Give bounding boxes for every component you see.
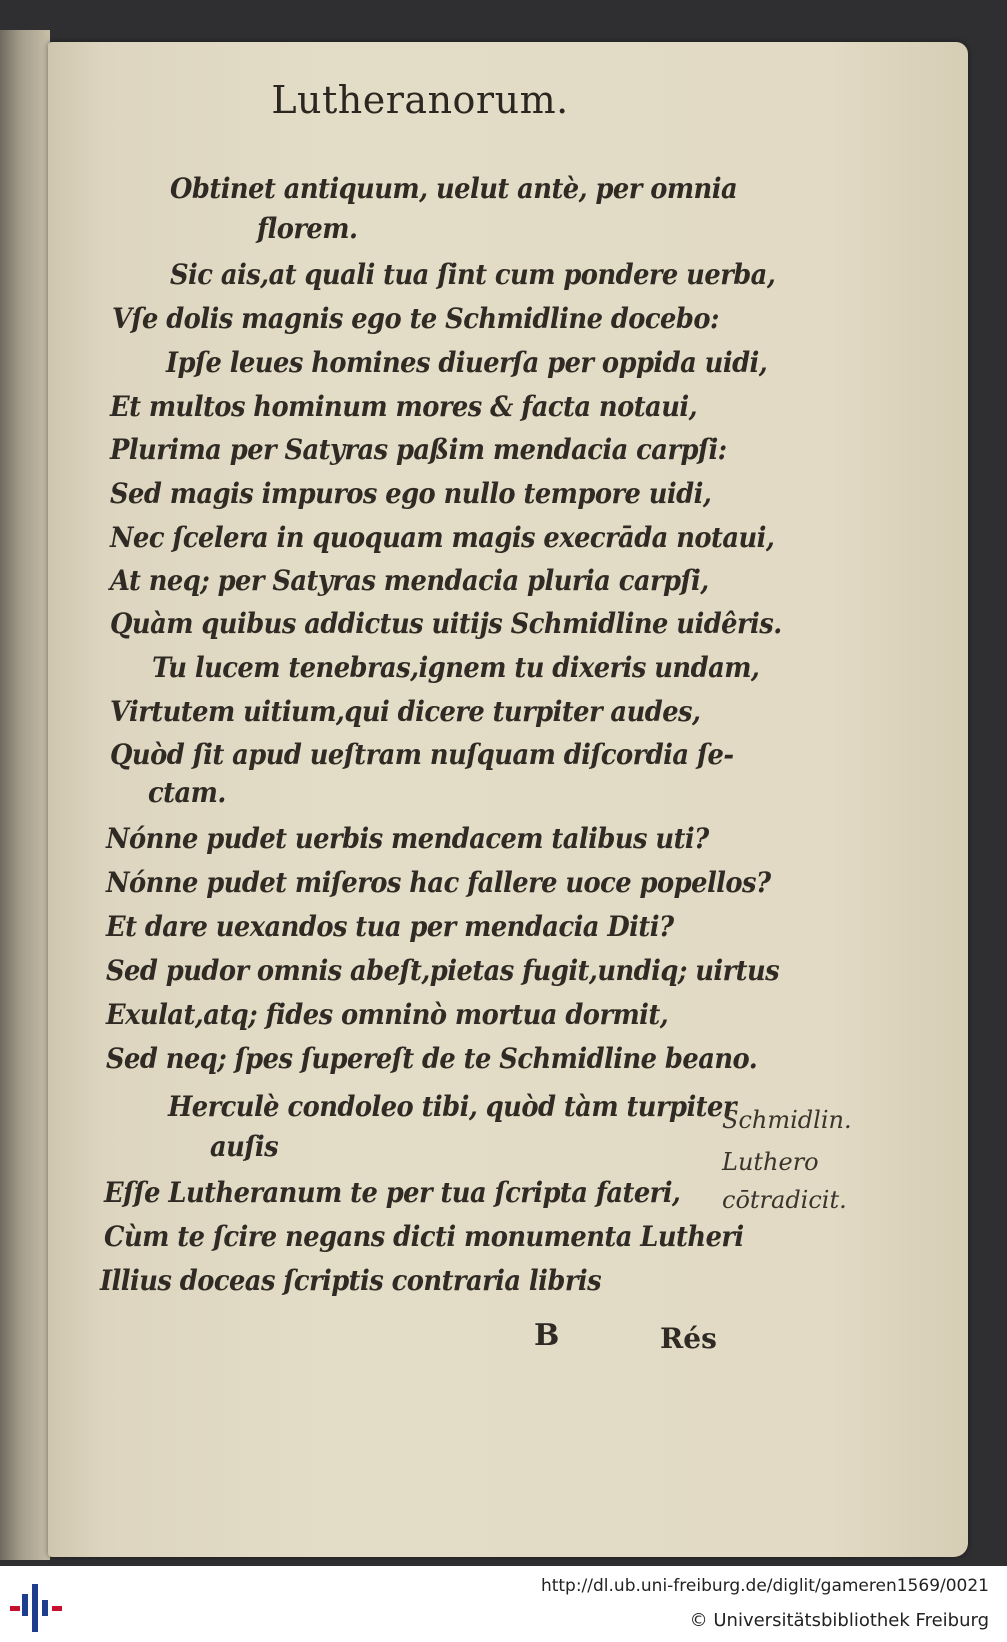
text-line: Sed magis impuros ego nullo tempore uidi, <box>110 477 712 510</box>
text-line: Quàm quibus addictus uitijs Schmidline uidêris. <box>110 607 782 640</box>
margin-note-line: Schmidlin. <box>722 1106 852 1134</box>
library-logo-icon <box>10 1578 62 1634</box>
text-line: Obtinet antiquum, uelut antè, per omnia <box>170 172 738 205</box>
text-line: Virtutem uitium,qui dicere turpiter audes, <box>110 695 701 728</box>
text-line: auſis <box>210 1130 279 1163</box>
text-line: Herculè condoleo tibi, quòd tàm turpiter <box>168 1090 736 1123</box>
catchword: Rés <box>660 1322 717 1355</box>
previous-page-edge <box>0 30 50 1560</box>
text-line: ctam. <box>148 776 226 809</box>
signature-mark: B <box>534 1318 560 1353</box>
text-line: Cùm te ſcire negans dicti monumenta Lutheri <box>104 1220 744 1253</box>
text-line: Sic ais,at quali tua ſint cum pondere uerba, <box>170 258 776 291</box>
text-line: Nónne pudet uerbis mendacem talibus uti? <box>106 822 709 855</box>
text-line: Quòd ſit apud ueſtram nuſquam diſcordia ſe- <box>110 738 734 771</box>
text-line: Tu lucem tenebras,ignem tu dixeris undam, <box>152 651 760 684</box>
margin-note-line: Luthero <box>722 1148 819 1176</box>
running-header: Lutheranorum. <box>271 78 569 122</box>
text-line: Plurima per Satyras paßim mendacia carpſi: <box>110 433 727 466</box>
copyright-notice: © Universitätsbibliothek Freiburg <box>689 1610 989 1631</box>
text-line: Vſe dolis magnis ego te Schmidline docebo: <box>112 302 719 335</box>
text-line: Ipſe leues homines diuerſa per oppida uidi, <box>166 346 768 379</box>
text-line: Exulat,atq; fides omninò mortua dormit, <box>106 998 669 1031</box>
text-line: Et multos hominum mores & facta notaui, <box>110 390 698 423</box>
text-line: Eſſe Lutheranum te per tua ſcripta fateri, <box>104 1176 681 1209</box>
text-line: Et dare uexandos tua per mendacia Diti? <box>106 910 674 943</box>
text-line: At neq; per Satyras mendacia pluria carpſi, <box>110 564 709 597</box>
text-line: Nec ſcelera in quoquam magis execrāda notaui, <box>110 521 775 554</box>
margin-note-line: cōtradicit. <box>722 1186 847 1214</box>
text-line: Illius doceas ſcriptis contraria libris <box>100 1264 602 1297</box>
source-url[interactable]: http://dl.ub.uni-freiburg.de/diglit/gameren1569/0021 <box>540 1576 989 1596</box>
text-line: florem. <box>257 212 358 245</box>
text-line: Sed neq; ſpes ſupereſt de te Schmidline beano. <box>106 1042 758 1075</box>
footer-bar <box>0 1566 1007 1642</box>
text-line: Nónne pudet miſeros hac fallere uoce popellos? <box>106 866 771 899</box>
text-line: Sed pudor omnis abeſt,pietas fugit,undiq; uirtus <box>106 954 780 987</box>
